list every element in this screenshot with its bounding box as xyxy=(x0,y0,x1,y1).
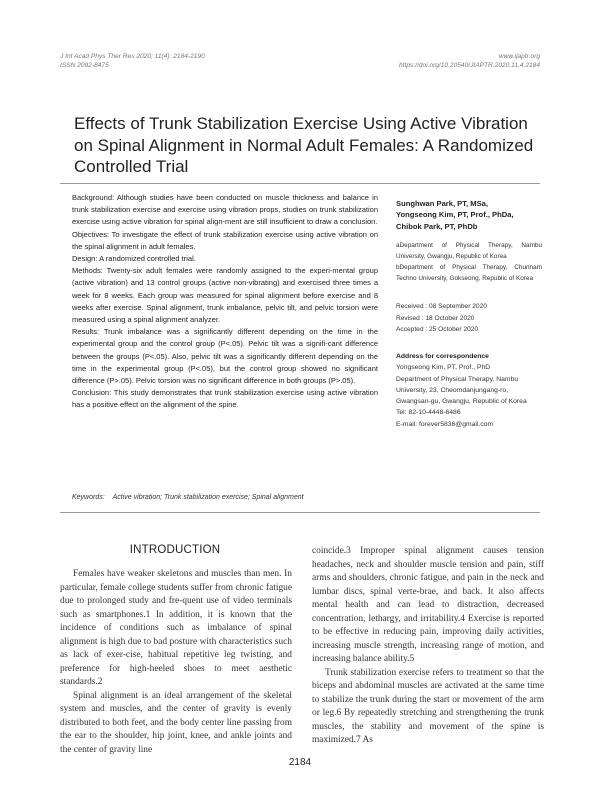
body-column-left xyxy=(60,568,292,757)
intro-paragraph-3: coincide.3 Improper spinal alignment causes tension headaches, neck and shoulder muscle tension and pain, stiff arms and shoulders, chronic fatigue, and pain in the neck and lumbar discs, spinal verte-brae, and back. It also affects mental health and can lead to distraction, decreased concentration, lethargy, and irritability.4 Exercise is reported to be effective in reducing pain, improving daily activities, increasing muscle strength, increasing range of motion, and increasing balance ability.5 xyxy=(312,546,544,664)
article-title: Effects of Trunk Stabilization Exercise Using Active Vibration on Spinal Alignment in Normal Adult Females: A Randomized Controlled Trial xyxy=(74,114,534,176)
correspondence-name: Yongseong Kim, PT, Prof., PhD xyxy=(396,364,491,372)
correspondence-tel: Tel: 82-10-4448-6486 xyxy=(396,409,461,417)
abstract-design: Design: A randomized controlled trial. xyxy=(72,254,196,264)
correspondence xyxy=(396,351,542,430)
body-column-right xyxy=(312,545,544,748)
doi-link[interactable]: https://doi.org/10.20540/JIAPTR.2020.11.4.2184 xyxy=(398,62,540,69)
introduction-heading: INTRODUCTION xyxy=(129,544,221,556)
journal-website[interactable]: www.ijaptr.org xyxy=(498,53,540,60)
date-received: Received : 08 September 2020 xyxy=(396,303,487,310)
author-3: Chibok Park, PT, PhDb xyxy=(396,221,478,231)
author-list xyxy=(396,198,542,232)
keywords-label: Keywords: xyxy=(72,494,105,501)
abstract-background: Background: Although studies have been conducted on muscle thickness and balance in trunk stabilization exercise and exercise using vibration props, studies on trunk stabilization exercise using active vibration for spinal align-ment are still insufficient to draw a conclusion. xyxy=(72,193,378,227)
abstract-results: Results: Trunk imbalance was a significantly different depending on the time in the experimental group and the control group (P<.05). Pelvic tilt was a signifi-cant difference between the groups (P<.05). Also, pelvic tilt was a significantly different depending on the time in the experimental group (P<.05), but the control group showed no significant difference (P>.05). Pelvic torsion was no significant difference in both groups (P>.05). xyxy=(72,327,378,386)
author-2: Yongseong Kim, PT, Prof., PhDa, xyxy=(396,210,514,220)
keywords-value: Active vibration; Trunk stabilization exercise; Spinal alignment xyxy=(112,494,304,501)
journal-header-right xyxy=(399,52,540,70)
correspondence-email[interactable]: E-mail: forever5836@gmail.com xyxy=(396,420,494,428)
date-revised: Revised : 18 October 2020 xyxy=(396,314,475,322)
article-dates xyxy=(396,301,542,336)
abstract-methods: Methods: Twenty-six adult females were randomly assigned to the experi-mental group (active vibration) and 13 control groups (active non-vibrating) and exercised three times a week for 8 weeks. Each group was measured for spinal alignment before exercise and 8 weeks after exercise. Spinal alignment, trunk imbalance, pelvic tilt, and pelvic torsion were measured using a spinal alignment analyzer. xyxy=(72,266,378,325)
keywords xyxy=(72,493,532,503)
journal-citation: J Int Acad Phys Ther Res 2020; 11(4): 2184-2190 xyxy=(60,53,205,60)
issn-number: ISSN 2092-8475 xyxy=(60,62,109,69)
page-number: 2184 xyxy=(288,757,312,768)
correspondence-address: Department of Physical Therapy, Nambu University, 23, Cheomdanjungang-ro, Gwangsan-gu, Gwangju, Republic of Korea xyxy=(396,375,527,406)
correspondence-heading: Address for correspondence xyxy=(396,353,489,360)
abstract-conclusion: Conclusion: This study demonstrates that trunk stabilization exercise using active vibration has a positive effect on the alignment of the spine. xyxy=(72,388,378,410)
intro-paragraph-4: Trunk stabilization exercise refers to treatment so that the biceps and abdominal muscles are activated at the same time to stabilize the trunk during the start or movement of the arm or leg.6 By repeatedly stretching and strengthening the trunk muscles, the stability and movement of the spine is maximized.7 As xyxy=(312,667,544,745)
date-accepted: Accepted : 25 October 2020 xyxy=(396,326,479,334)
abstract xyxy=(72,192,378,412)
intro-paragraph-2: Spinal alignment is an ideal arrangement of the skeletal system and muscles, and the center of gravity is evenly distributed to both feet, and the body center line passing from the ear to the shoulder, hip joint, knee, and ankle joints and the center of gravity line xyxy=(60,690,292,755)
affiliations xyxy=(396,240,542,284)
author-1: Sunghwan Park, PT, MSa, xyxy=(396,199,488,208)
affiliation-a: aDepartment of Physical Therapy, Nambu University, Gwangju, Republic of Korea xyxy=(396,242,542,260)
abstract-objectives: Objectives: To investigate the effect of trunk stabilization exercise using active vibration on the spinal alignment in adult females. xyxy=(72,229,378,251)
intro-paragraph-1: Females have weaker skeletons and muscles than men. In particular, female college students suffer from chronic fatigue due to prolonged study and fre-quent use of video terminals such as smartphones.1 In addition, it is known that the incidence of conditions such as imbalance of spinal alignment is high due to bad posture with characteristics such as lack of exer-cise, habitual repetitive leg twisting, and preference for high-heeled shoes to meet aesthetic standards.2 xyxy=(60,569,292,687)
journal-header-left xyxy=(60,52,205,70)
affiliation-b: bDepartment of Physical Therapy, Chunnam Techno University, Gokseong, Republic of Korea xyxy=(396,264,542,282)
